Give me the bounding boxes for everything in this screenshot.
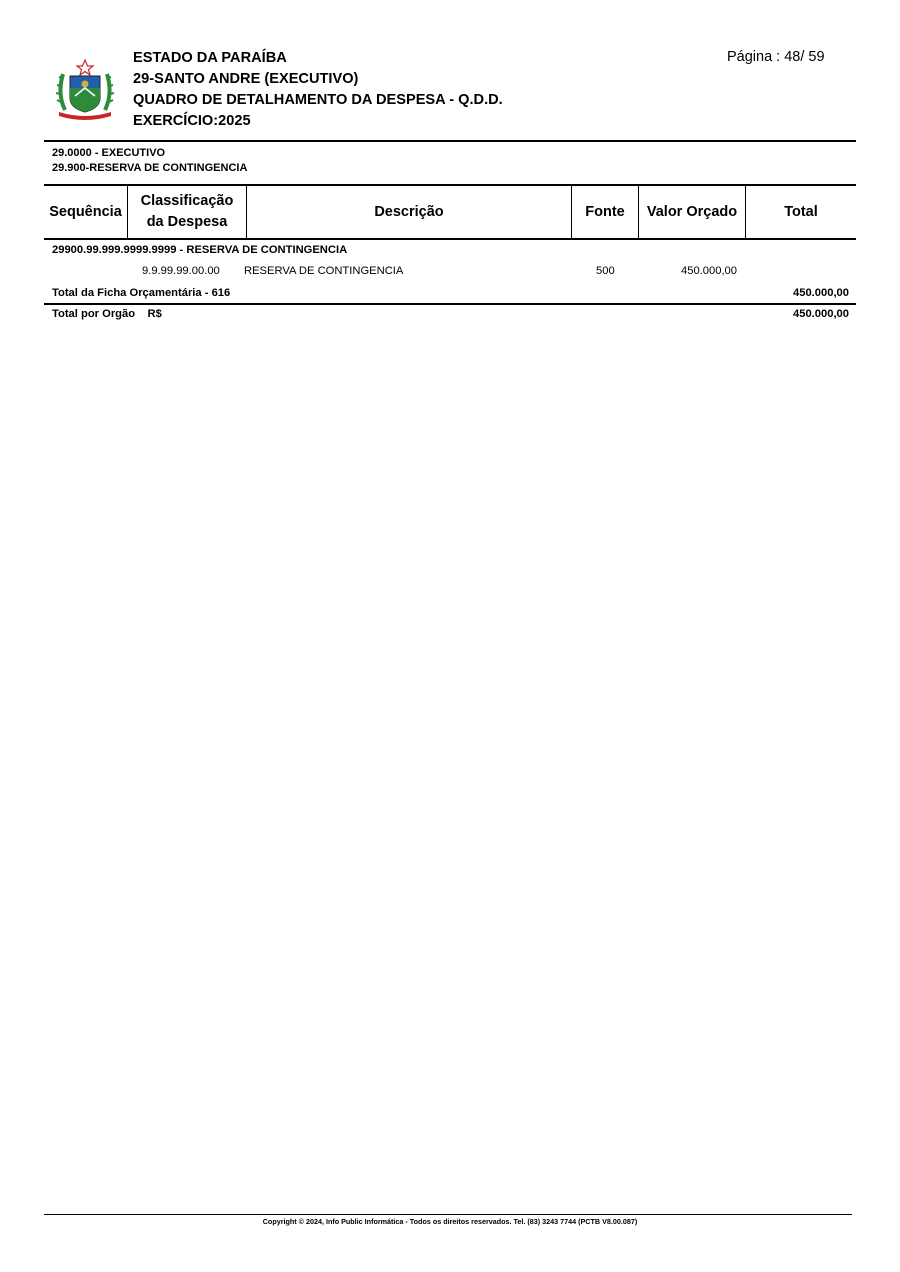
item-classification: 9.9.99.99.00.00 [142,265,220,277]
copyright-notice: Copyright © 2024, Info Public Informática - Todos os direitos reservados. Tel. (83) 3243 7744 (PCTB V8.00.087) [262,1217,638,1226]
table-header-bottom-border [44,238,856,240]
organ-total-value: 450.000,00 [793,308,849,320]
item-source: 500 [596,265,615,277]
column-header-description: Descrição [374,203,444,220]
organ-total-label: Total por Orgão R$ [52,308,162,320]
subtotal-divider [44,303,856,305]
sub-unit-label: 29.900-RESERVA DE CONTINGENCIA [52,162,248,174]
entity-name: 29-SANTO ANDRE (EXECUTIVO) [133,71,359,87]
column-header-total: Total [784,203,818,220]
organ-label: 29.0000 - EXECUTIVO [52,147,166,159]
report-title: QUADRO DE DETALHAMENTO DA DESPESA - Q.D.D. [133,92,503,108]
header-divider [44,140,856,142]
page-number: Página : 48/ 59 [727,49,825,65]
subtotal-label: Total da Ficha Orçamentária - 616 [52,287,231,299]
footer-divider [44,1214,852,1215]
column-header-source: Fonte [585,203,625,220]
currency-label: R$ [147,308,162,320]
budget-unit [52,146,247,176]
item-description: RESERVA DE CONTINGENCIA [244,265,404,277]
coat-of-arms-icon [55,58,115,120]
subtotal-value: 450.000,00 [793,287,849,299]
column-header-budgeted-value: Valor Orçado [646,203,738,220]
fiscal-year: EXERCÍCIO:2025 [133,113,251,129]
expense-group-title: 29900.99.999.9999.9999 - RESERVA DE CONTINGENCIA [52,244,348,256]
report-header [133,48,503,132]
column-header-classification: Classificação da Despesa [140,193,234,230]
column-header-sequence: Sequência [49,203,122,220]
item-value: 450.000,00 [681,265,737,277]
state-name: ESTADO DA PARAÍBA [133,50,287,66]
